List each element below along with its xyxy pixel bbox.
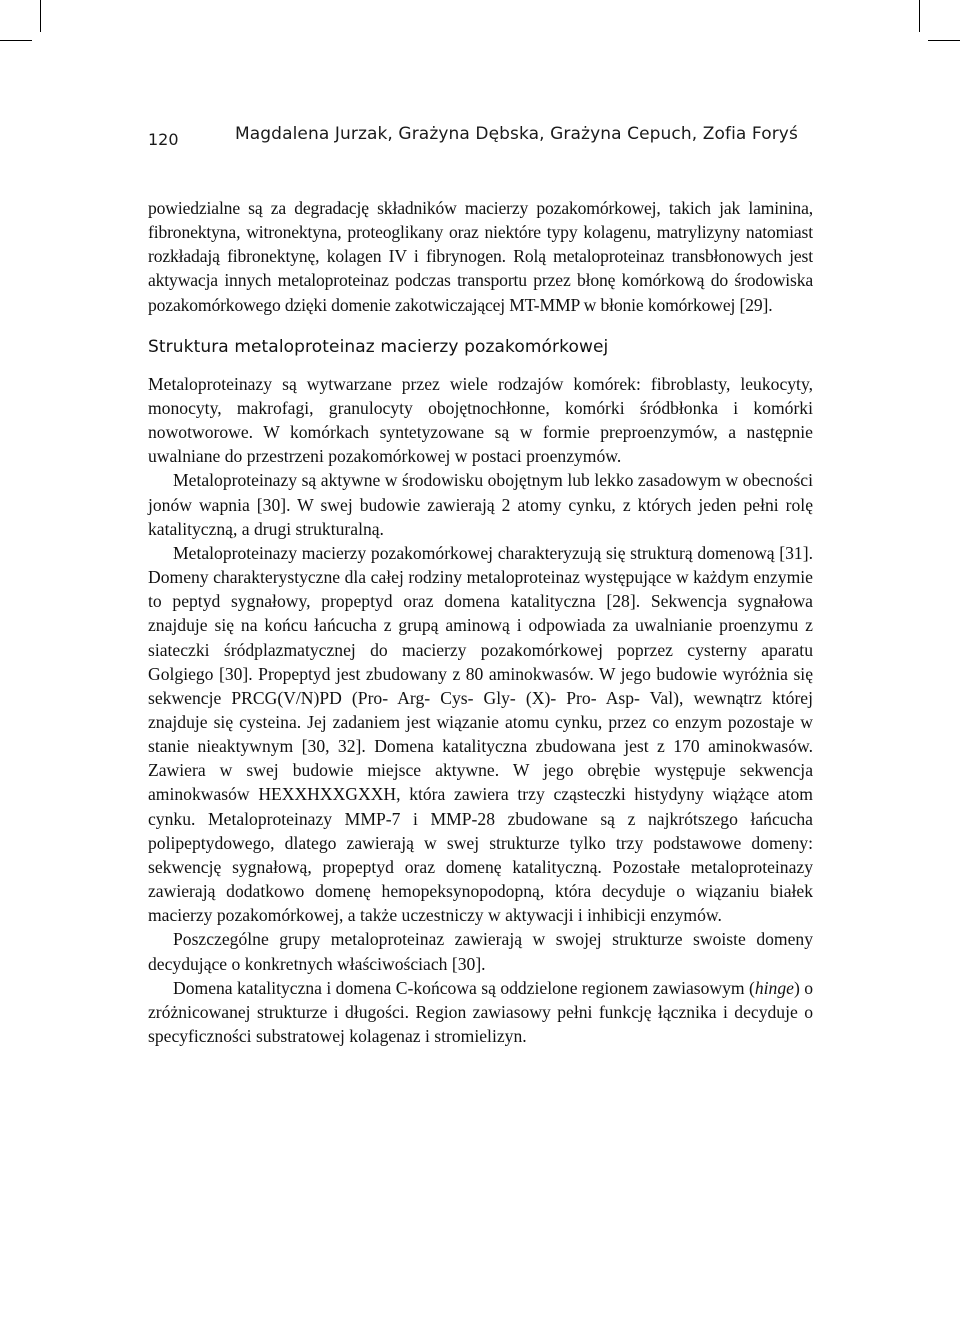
crop-mark-top-right-horizontal (928, 40, 960, 41)
section-paragraph-3: Metaloproteinazy macierzy pozakomórkowej charakteryzują się strukturą domenową [31]. Domeny charakterystyczne dla całej rodziny metaloproteinaz występujące w każdym enzymie to peptyd sygnałowy, propeptyd oraz domena katalityczna [28]. Sekwencja sygnałowa znajduje się na końcu łańcucha z grupą aminową i odpowiada za uwalnianie proenzymu z siateczki śródplazmatycznej do macierzy pozakomórkowej poprzez cysterny aparatu Golgiego [30]. Propeptyd jest zbudowany z 80 aminokwasów. W jego budowie wyróżnia się sekwencje PRCG(V/N)PD (Pro- Arg- Cys- Gly- (X)- Pro- Asp- Val), wewnątrz której znajduje się cysteina. Jej zadaniem jest wiązanie atomu cynku, przez co enzym pozostaje w stanie nieaktywnym [30, 32]. Domena katalityczna zbudowana jest z 170 aminokwasów. Zawiera w swej budowie miejsce aktywne. W jego obrębie występuje sekwencja aminokwasów HEXXHXXGXXH, która zawiera trzy cząsteczki histydyny wiążące atom cynku. Metaloproteinazy MMP-7 i MMP-28 zbudowane są z najkrótszego łańcucha polipeptydowego, dlatego zawierają w swej strukturze tylko trzy podstawowe domeny: sekwencję sygnałową, propeptyd oraz domenę katalityczną. Pozostałe metaloproteinazy zawierają dodatkowo domenę hemopeksynopodopną, która decyduje o wiązaniu białek macierzy pozakomórkowej, a także uczestniczy w aktywacji i inhibicji enzymów. (148, 542, 813, 926)
crop-mark-top-left-horizontal (0, 40, 32, 41)
paragraph-5-text-before: Domena katalityczna i domena C-końcowa są oddzielone regionem zawiasowym ( (173, 977, 755, 998)
author-list: Magdalena Jurzak, Grażyna Dębska, Grażyna Cepuch, Zofia Foryś (235, 124, 798, 144)
body-text (148, 196, 813, 1048)
intro-paragraph: powiedzialne są za degradację składników macierzy pozakomórkowej, takich jak laminina, fibronektyna, witronektyna, proteoglikany oraz niektóre typy kolagenu, matrylizyny natomiast rozkładają fibronektynę, kolagen IV i fibrynogen. Rolą metaloproteinaz transbłonowych jest aktywacja innych metaloproteinaz podczas transportu przez błonę komórkową do środowiska pozakomórkowego dzięki domenie zakotwiczającej MT-MMP w błonie komórkowej [29]. (148, 198, 813, 315)
paragraph-5-text-after: ) o zróżnicowanej strukturze i długości. Region zawiasowy pełni funkcję łącznika i decyduje o specyficzności substratowej kolagenaz i stromielizyn. (148, 977, 814, 1046)
crop-mark-top-left-vertical (40, 0, 41, 32)
section-paragraph-4: Poszczególne grupy metaloproteinaz zawierają w swojej strukturze swoiste domeny decydujące o konkretnych właściwościach [30]. (148, 929, 813, 974)
section-paragraph-1: Metaloproteinazy są wytwarzane przez wiele rodzajów komórek: fibroblasty, leukocyty, monocyty, makrofagi, granulocyty obojętnochłonne, komórki śródbłonka i komórki nowotworowe. W komórkach syntetyzowane są w formie preproenzymów, a następnie uwalniane do przestrzeni pozakomórkowej w postaci proenzymów. (148, 373, 813, 467)
section-heading: Struktura metaloproteinaz macierzy pozakomórkowej (148, 336, 609, 357)
page-number: 120 (148, 130, 179, 149)
section-paragraph-5 (148, 976, 813, 1048)
section-paragraph-2: Metaloproteinazy są aktywne w środowisku obojętnym lub lekko zasadowym w obecności jonów wapnia [30]. W swej budowie zawierają 2 atomy cynku, z których jeden pełni rolę katalityczną, a drugi strukturalną. (148, 470, 813, 539)
crop-mark-top-right-vertical (919, 0, 920, 32)
italic-term-hinge: hinge (754, 977, 794, 998)
